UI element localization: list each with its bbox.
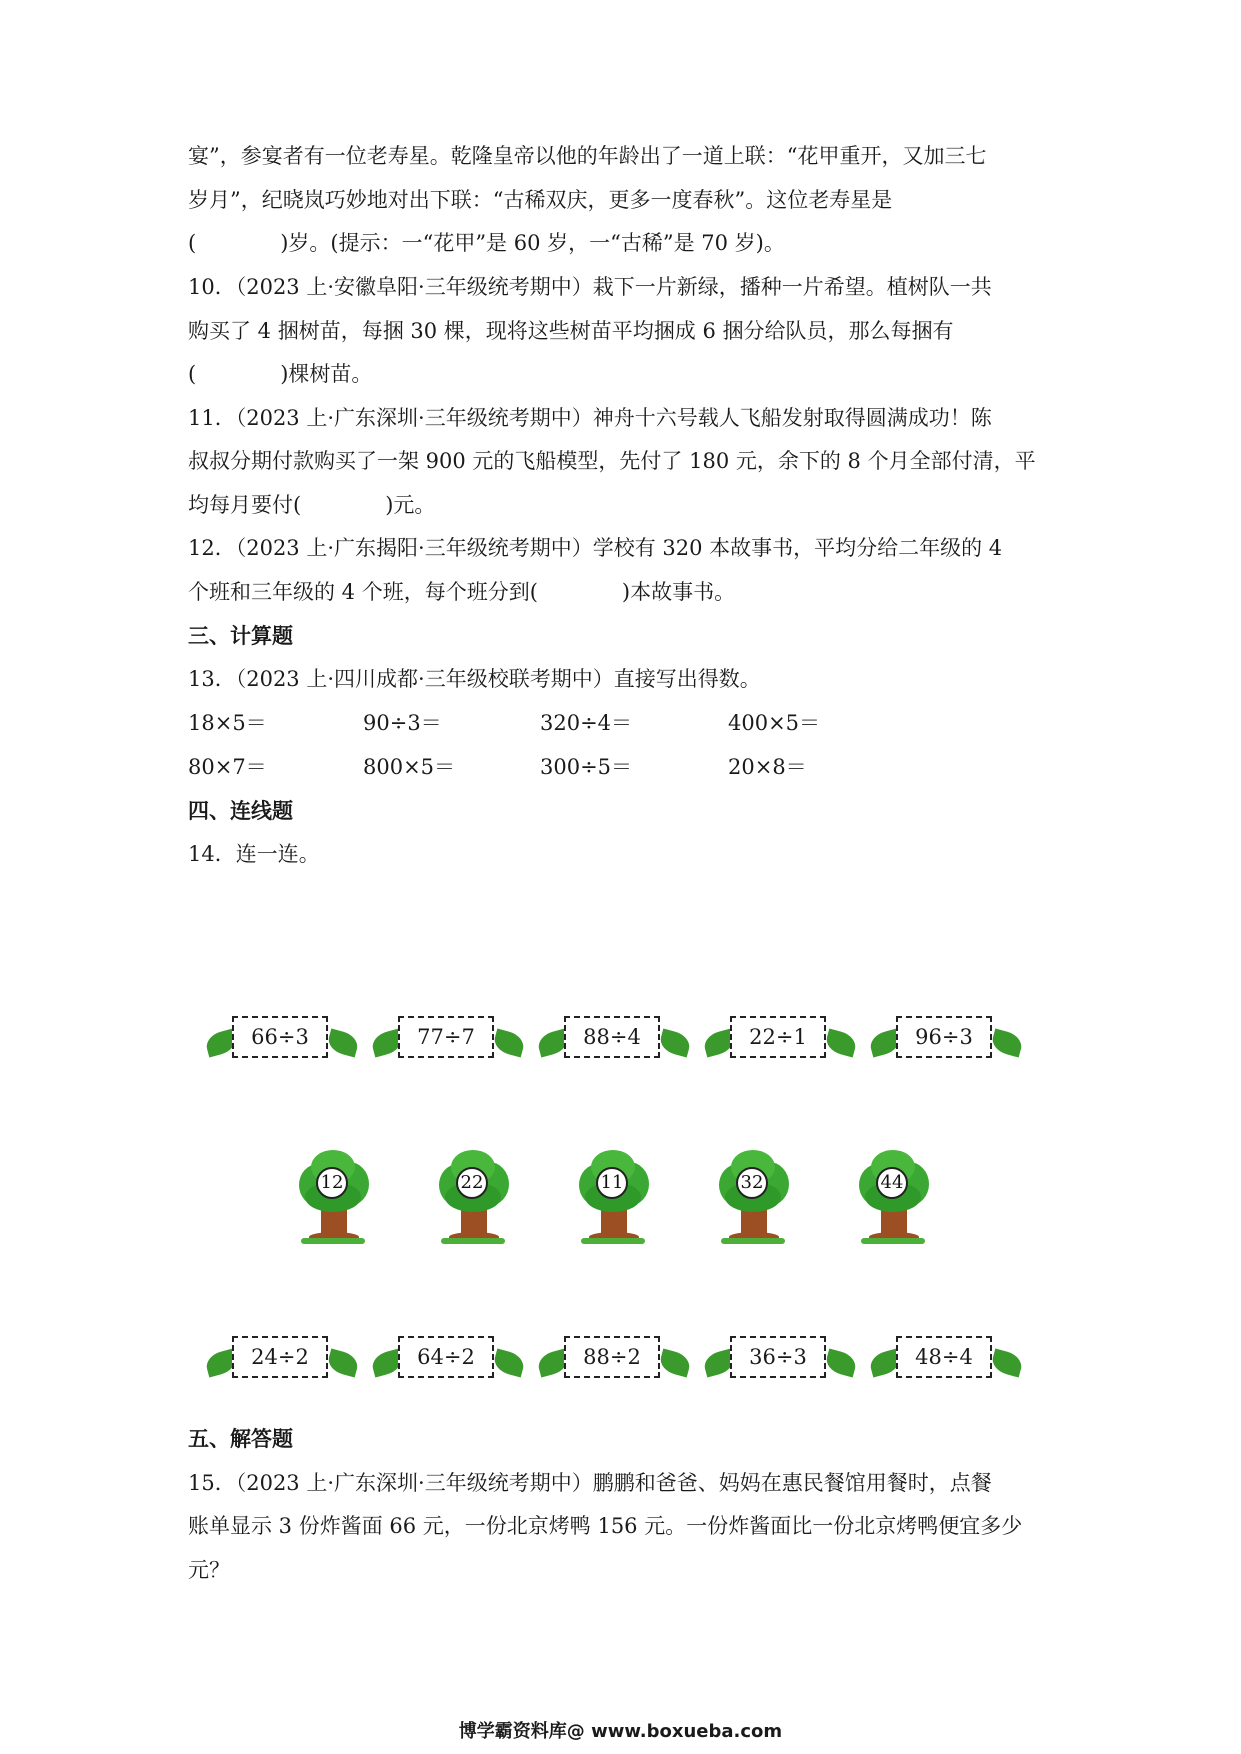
question-10: 10．（2023 上·安徽阜阳·三年级统考期中）栽下一片新绿，播种一片希望。植树队一共 xyxy=(188,275,992,299)
tree-icon[interactable] xyxy=(575,1150,651,1246)
calc-item: 90÷3＝ xyxy=(363,711,442,735)
section-heading-calc: 三、计算题 xyxy=(188,624,293,648)
expression-card[interactable] xyxy=(704,1012,856,1072)
section-heading-match: 四、连线题 xyxy=(188,799,293,823)
section-heading-answer: 五、解答题 xyxy=(188,1427,293,1451)
expression-box: 66÷3 xyxy=(232,1016,328,1058)
text-line: 元？ xyxy=(188,1558,230,1582)
tree-number: 12 xyxy=(316,1167,348,1199)
expression-card[interactable] xyxy=(704,1332,856,1392)
expression-box: 48÷4 xyxy=(896,1336,992,1378)
expression-card[interactable] xyxy=(870,1332,1022,1392)
calc-item: 800×5＝ xyxy=(363,755,456,779)
calc-item: 20×8＝ xyxy=(728,755,807,779)
text-line: ( )岁。(提示：一“花甲”是 60 岁，一“古稀”是 70 岁)。 xyxy=(188,231,785,255)
expression-box: 22÷1 xyxy=(730,1016,826,1058)
tree-icon[interactable] xyxy=(855,1150,931,1246)
calc-item: 18×5＝ xyxy=(188,711,267,735)
leaf-icon xyxy=(492,1028,527,1057)
expression-card[interactable] xyxy=(538,1332,690,1392)
expression-card[interactable] xyxy=(206,1012,358,1072)
bottom-expression-row xyxy=(0,1332,1241,1392)
text-line: 购买了 4 捆树苗，每捆 30 棵，现将这些树苗平均捆成 6 捆分给队员，那么每捆有 xyxy=(188,319,954,343)
expression-box: 64÷2 xyxy=(398,1336,494,1378)
tree-icon[interactable] xyxy=(435,1150,511,1246)
question-11: 11．（2023 上·广东深圳·三年级统考期中）神舟十六号载人飞船发射取得圆满成功！陈 xyxy=(188,406,992,430)
expression-box: 88÷2 xyxy=(564,1336,660,1378)
leaf-icon xyxy=(990,1028,1025,1057)
expression-card[interactable] xyxy=(870,1012,1022,1072)
tree-number: 32 xyxy=(736,1167,768,1199)
calc-item: 400×5＝ xyxy=(728,711,821,735)
leaf-icon xyxy=(326,1348,361,1377)
text-line: 宴”，参宴者有一位老寿星。乾隆皇帝以他的年龄出了一道上联：“花甲重开，又加三七 xyxy=(188,144,987,168)
question-15: 15．（2023 上·广东深圳·三年级统考期中）鹏鹏和爸爸、妈妈在惠民餐馆用餐时，点餐 xyxy=(188,1471,992,1495)
expression-box: 96÷3 xyxy=(896,1016,992,1058)
tree-icon[interactable] xyxy=(715,1150,791,1246)
expression-card[interactable] xyxy=(206,1332,358,1392)
calc-item: 300÷5＝ xyxy=(540,755,633,779)
leaf-icon xyxy=(658,1028,693,1057)
leaf-icon xyxy=(824,1028,859,1057)
text-line: 均每月要付( )元。 xyxy=(188,493,436,517)
footer-watermark: 博学霸资料库@ www.boxueba.com xyxy=(458,1721,783,1742)
tree-number: 44 xyxy=(876,1167,908,1199)
expression-box: 88÷4 xyxy=(564,1016,660,1058)
question-14: 14．连一连。 xyxy=(188,842,320,866)
tree-number: 11 xyxy=(596,1167,628,1199)
text-line: ( )棵树苗。 xyxy=(188,362,373,386)
expression-box: 36÷3 xyxy=(730,1336,826,1378)
leaf-icon xyxy=(658,1348,693,1377)
expression-box: 24÷2 xyxy=(232,1336,328,1378)
leaf-icon xyxy=(492,1348,527,1377)
leaf-icon xyxy=(990,1348,1025,1377)
expression-box: 77÷7 xyxy=(398,1016,494,1058)
expression-card[interactable] xyxy=(538,1012,690,1072)
tree-icon[interactable] xyxy=(295,1150,371,1246)
calc-item: 80×7＝ xyxy=(188,755,267,779)
text-line: 叔叔分期付款购买了一架 900 元的飞船模型，先付了 180 元，余下的 8 个月全部付清，平 xyxy=(188,449,1036,473)
text-line: 账单显示 3 份炸酱面 66 元，一份北京烤鸭 156 元。一份炸酱面比一份北京烤鸭便宜多少 xyxy=(188,1514,1023,1538)
tree-number: 22 xyxy=(456,1167,488,1199)
leaf-icon xyxy=(824,1348,859,1377)
leaf-icon xyxy=(326,1028,361,1057)
question-12: 12．（2023 上·广东揭阳·三年级统考期中）学校有 320 本故事书，平均分给二年级的 4 xyxy=(188,536,1003,560)
question-13: 13．（2023 上·四川成都·三年级校联考期中）直接写出得数。 xyxy=(188,667,761,691)
calc-item: 320÷4＝ xyxy=(540,711,633,735)
top-expression-row xyxy=(0,1012,1241,1072)
text-line: 个班和三年级的 4 个班，每个班分到( )本故事书。 xyxy=(188,580,736,604)
expression-card[interactable] xyxy=(372,1332,524,1392)
text-line: 岁月”，纪晓岚巧妙地对出下联：“古稀双庆，更多一度春秋”。这位老寿星是 xyxy=(188,188,893,212)
expression-card[interactable] xyxy=(372,1012,524,1072)
